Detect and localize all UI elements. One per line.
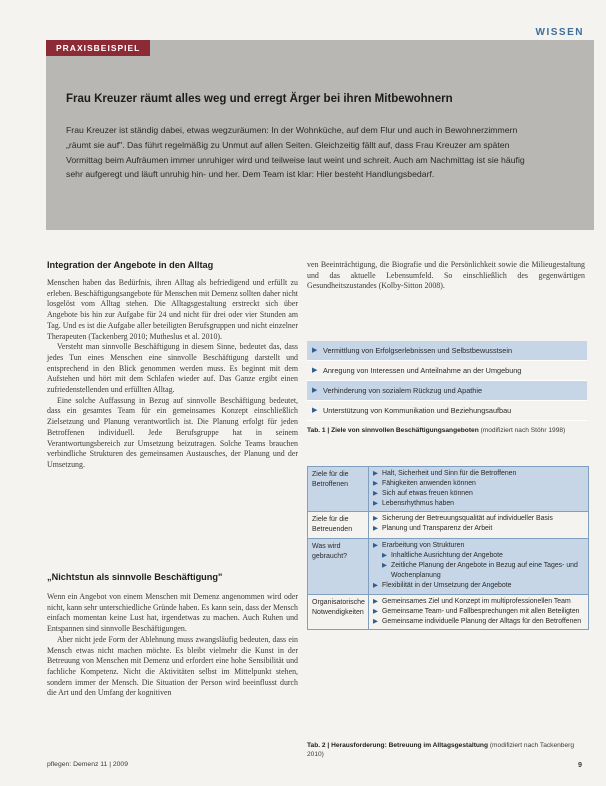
- table-challenges: [307, 466, 589, 630]
- arrow-icon: ▶: [312, 367, 318, 374]
- table-items: [369, 595, 588, 629]
- footer-journal: pflegen: Demenz 11 | 2009: [47, 761, 128, 768]
- list-item: ▶ Sicherung der Betreuungsqualität auf individueller Basis: [373, 514, 584, 524]
- table1-caption: [307, 427, 585, 436]
- heading-nichtstun: „Nichtstun als sinnvolle Beschäftigung": [47, 572, 223, 582]
- table-category: Organisatorische Notwendigkeiten: [308, 595, 369, 629]
- caption-title: Tab. 2 | Herausforderung: Betreuung im Alltagsgestaltung: [307, 742, 488, 749]
- list-item: ▶ Gemeinsames Ziel und Konzept im multiprofessionellen Team: [373, 597, 584, 607]
- list-item: ▶ Gemeinsame Team- und Fallbesprechungen mit allen Beteiligten: [373, 607, 584, 617]
- table-row: [308, 512, 588, 539]
- table-cell: Vermittlung von Erfolgserlebnissen und Selbstbewusstsein: [323, 346, 513, 355]
- table-row: [308, 539, 588, 594]
- left-column-text-1: [47, 278, 298, 471]
- arrow-icon: ▶: [373, 607, 378, 615]
- table-goals: [307, 341, 587, 421]
- praxis-title: Frau Kreuzer räumt alles weg und erregt Ärger bei ihren Mitbewohnern: [66, 93, 453, 105]
- paragraph: Versteht man sinnvolle Beschäftigung in diesem Sinne, bedeutet das, dass jedes Tun eines Menschen eine sinnvolle Beschäftigung darstellt und entsprechend in den Blick genommen werden muss. Es beginnt mit dem Aufstehen und hört mit dem Schlafen wieder auf. Das Ganze ergibt einen zufriedenstellenden und erfüllten Alltag.: [47, 342, 298, 395]
- paragraph: ven Beeinträchtigung, die Biografie und die Persönlichkeit sowie die Milieugestaltung und das aktuelle Lebensumfeld. So einschließlich des gegenwärtigen Gesundheitszustandes (Kolby-Sitton 2008).: [307, 260, 585, 291]
- table-cell: Anregung von Interessen und Anteilnahme an der Umgebung: [323, 366, 522, 375]
- list-item: ▶ Gemeinsame individuelle Planung der Alltags für den Betroffenen: [373, 617, 584, 627]
- list-item: ▶ Erarbeitung von Strukturen: [373, 541, 584, 551]
- heading-integration: Integration der Angebote in den Alltag: [47, 260, 214, 270]
- arrow-icon: ▶: [373, 470, 378, 477]
- arrow-icon: ▶: [312, 387, 318, 394]
- arrow-icon: ▶: [382, 562, 387, 570]
- list-item: ▶ Halt, Sicherheit und Sinn für die Betroffenen: [373, 469, 584, 479]
- table-row: [307, 381, 587, 401]
- arrow-icon: ▶: [373, 542, 378, 550]
- arrow-icon: ▶: [382, 552, 387, 560]
- section-label: WISSEN: [535, 27, 584, 38]
- table-cell: Verhinderung von sozialem Rückzug und Apathie: [323, 386, 483, 395]
- table-cell: Unterstützung von Kommunikation und Beziehungsaufbau: [323, 406, 512, 415]
- table-items: [369, 539, 588, 593]
- arrow-icon: ▶: [373, 617, 378, 625]
- caption-source: (modifiziert nach Tackenberg 2010): [307, 742, 575, 758]
- arrow-icon: ▶: [312, 407, 318, 414]
- page-number: 9: [578, 760, 582, 769]
- table-items: [369, 467, 588, 511]
- table2-caption: [307, 742, 585, 759]
- arrow-icon: ▶: [373, 597, 378, 605]
- praxis-body: Frau Kreuzer ist ständig dabei, etwas wegzuräumen: In der Wohnküche, auf dem Flur und auch in Bewohnerzimmern „räumt sie auf". Das führt regelmäßig zu Unmut auf allen Seiten. Gleichzeitig fällt auf, dass Frau Kreuzer am späten Vormittag beim Aufräumen immer unruhiger wird und teilweise laut weint und schreit. Auch am Nachmittag ist sie häufig sehr aufgeregt und läuft unruhig hin- und her. Dem Team ist klar: Hier besteht Handlungsbedarf.: [66, 125, 525, 180]
- list-subitem: ▶ Zeitliche Planung der Angebote in Bezug auf eine Tages- und Wochenplanung: [382, 562, 578, 580]
- table-category: Ziele für die Betreuenden: [308, 512, 369, 538]
- table-category: Ziele für die Betroffenen: [308, 467, 369, 511]
- table-row: [307, 341, 587, 361]
- paragraph: Eine solche Auffassung in Bezug auf sinnvolle Beschäftigung bedeutet, dass ein gesamtes Team für ein gemeinsames Konzept einschließlich Zielsetzung und Planung verantwortlich ist. Die Planung erfolgt für jeden Betroffenen individuell. Jede Berufsgruppe hat in seinem Verantwortungsbereich zur Umsetzung beizutragen. Solche Teams brauchen verbindliche Strukturen des gemeinsamen Austausches, der Planung und der Umsetzung.: [47, 395, 298, 469]
- list-subitem: ▶ Inhaltliche Ausrichtung der Angebote: [382, 552, 503, 560]
- right-column-text: [307, 260, 585, 292]
- arrow-icon: ▶: [312, 347, 318, 354]
- left-column-text-2: [47, 592, 298, 699]
- paragraph: Wenn ein Angebot von einem Menschen mit Demenz angenommen wird oder nicht, kann sehr unterschiedliche Gründe haben. Es kann sein, dass der Mensch einfach momentan keine Lust hat, irgendetwas zu machen. Auch Ruhen und Entspannen sind sinnvolle Beschäftigungen.: [47, 592, 298, 634]
- table-row: [307, 361, 587, 381]
- paragraph: Menschen haben das Bedürfnis, ihren Alltag als befriedigend und erfüllt zu erleben. Beschäftigungsangebote für Menschen mit Demenz sollten daher nicht losgelöst vom Alltag stehen. Die Alltagsgestaltung erstreckt sich über Angebote bis hin zur Aufgabe für 24 und nicht für drei oder vier Stunden am Tag. Und es ist die Aufgabe aller beteiligten Berufsgruppen und nicht einzelner Therapeuten (Tackenberg 2010; Mutheslus et al. 2010).: [47, 278, 298, 341]
- praxis-tab: PRAXISBEISPIEL: [46, 40, 150, 56]
- arrow-icon: ▶: [373, 582, 378, 590]
- list-item: ▶ Lebensrhythmus haben: [373, 499, 584, 509]
- arrow-icon: ▶: [373, 525, 378, 533]
- arrow-icon: ▶: [373, 515, 378, 523]
- table-category: Was wird gebraucht?: [308, 539, 369, 593]
- list-item: ▶ Planung und Transparenz der Arbeit: [373, 524, 584, 534]
- table-row: [307, 401, 587, 421]
- arrow-icon: ▶: [373, 480, 378, 488]
- caption-source: (modifiziert nach Stöhr 1998): [478, 427, 566, 434]
- table-row: [308, 467, 588, 512]
- arrow-icon: ▶: [373, 490, 378, 498]
- table-row: [308, 595, 588, 629]
- list-item: ▶ Flexibilität in der Umsetzung der Angebote: [373, 581, 584, 591]
- list-item: ▶ Fähigkeiten anwenden können: [373, 479, 584, 489]
- caption-title: Tab. 1 | Ziele von sinnvollen Beschäftigungsangeboten: [307, 427, 479, 434]
- arrow-icon: ▶: [373, 500, 378, 508]
- table-items: [369, 512, 588, 538]
- list-item: ▶ Sich auf etwas freuen können: [373, 489, 584, 499]
- paragraph: Aber nicht jede Form der Ablehnung muss zwangsläufig bedeuten, dass ein Mensch etwas nicht machen möchte. Es bleibt vielmehr die Kunst in der Betreuung von Menschen mit Demenz und erfordert eine hohe Sensibilität und fachliche Kompetenz. Nicht die Aktivitäten selbst im Mittelpunkt stehen, sondern immer der Mensch. Die Situation der Person wird beeinflusst durch die Art und den Umfang der kognitiven: [47, 634, 298, 698]
